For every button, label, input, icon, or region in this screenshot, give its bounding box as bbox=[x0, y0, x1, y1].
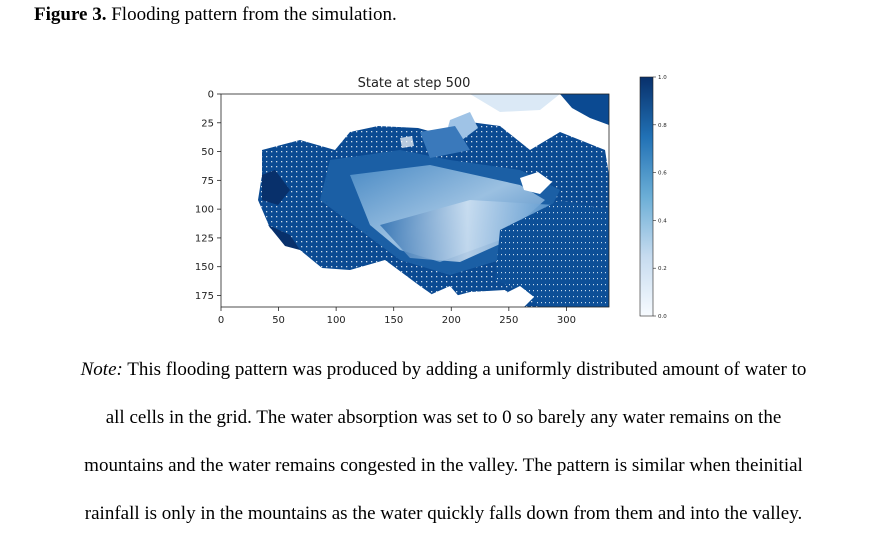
x-tick-label: 50 bbox=[272, 315, 285, 326]
y-tick-label: 50 bbox=[201, 147, 214, 159]
colorbar-tick-label: 1.0 bbox=[658, 75, 667, 81]
heatmap-image bbox=[221, 94, 609, 307]
x-tick-label: 250 bbox=[499, 315, 519, 326]
figure-title: Flooding pattern from the simulation. bbox=[106, 4, 397, 25]
y-tick-label: 75 bbox=[201, 175, 214, 187]
x-tick-label: 100 bbox=[326, 315, 346, 326]
colorbar-tick-label: 0.0 bbox=[658, 314, 667, 320]
x-tick-label: 300 bbox=[556, 315, 576, 326]
note-text-1: This flooding pattern was produced by adding a uniformly distributed amount of water to bbox=[122, 359, 807, 380]
colorbar-tick-label: 0.6 bbox=[658, 170, 667, 177]
colorbar-tick-label: 0.2 bbox=[658, 266, 667, 273]
x-tick-label: 150 bbox=[384, 315, 404, 326]
y-tick-label: 175 bbox=[194, 290, 214, 302]
x-tick-label: 0 bbox=[217, 315, 225, 326]
y-tick-label: 0 bbox=[207, 89, 214, 101]
note-line-1 bbox=[0, 359, 887, 381]
colorbar-tick-label: 0.4 bbox=[658, 218, 667, 225]
x-axis bbox=[218, 307, 576, 326]
figure-label: Figure 3. bbox=[34, 4, 107, 25]
note-label: Note: bbox=[80, 359, 123, 380]
y-tick-label: 25 bbox=[201, 118, 214, 130]
note-line-2: all cells in the grid. The water absorption was set to 0 so barely any water remains on the bbox=[105, 407, 782, 428]
y-tick-label: 100 bbox=[194, 204, 214, 216]
note-line-4: rainfall is only in the mountains as the water quickly falls down from them and into the valley. bbox=[84, 503, 803, 524]
x-tick-label: 200 bbox=[441, 315, 461, 326]
y-tick-label: 150 bbox=[194, 262, 214, 274]
colorbar bbox=[640, 77, 653, 316]
note-line-3: mountains and the water remains congested in the valley. The pattern is similar when theinitial bbox=[84, 455, 803, 476]
colorbar-tick-label: 0.8 bbox=[658, 122, 667, 129]
y-axis bbox=[195, 90, 221, 302]
y-tick-label: 125 bbox=[194, 233, 214, 245]
chart-title: State at step 500 bbox=[357, 76, 471, 91]
colorbar-axis bbox=[653, 75, 667, 320]
